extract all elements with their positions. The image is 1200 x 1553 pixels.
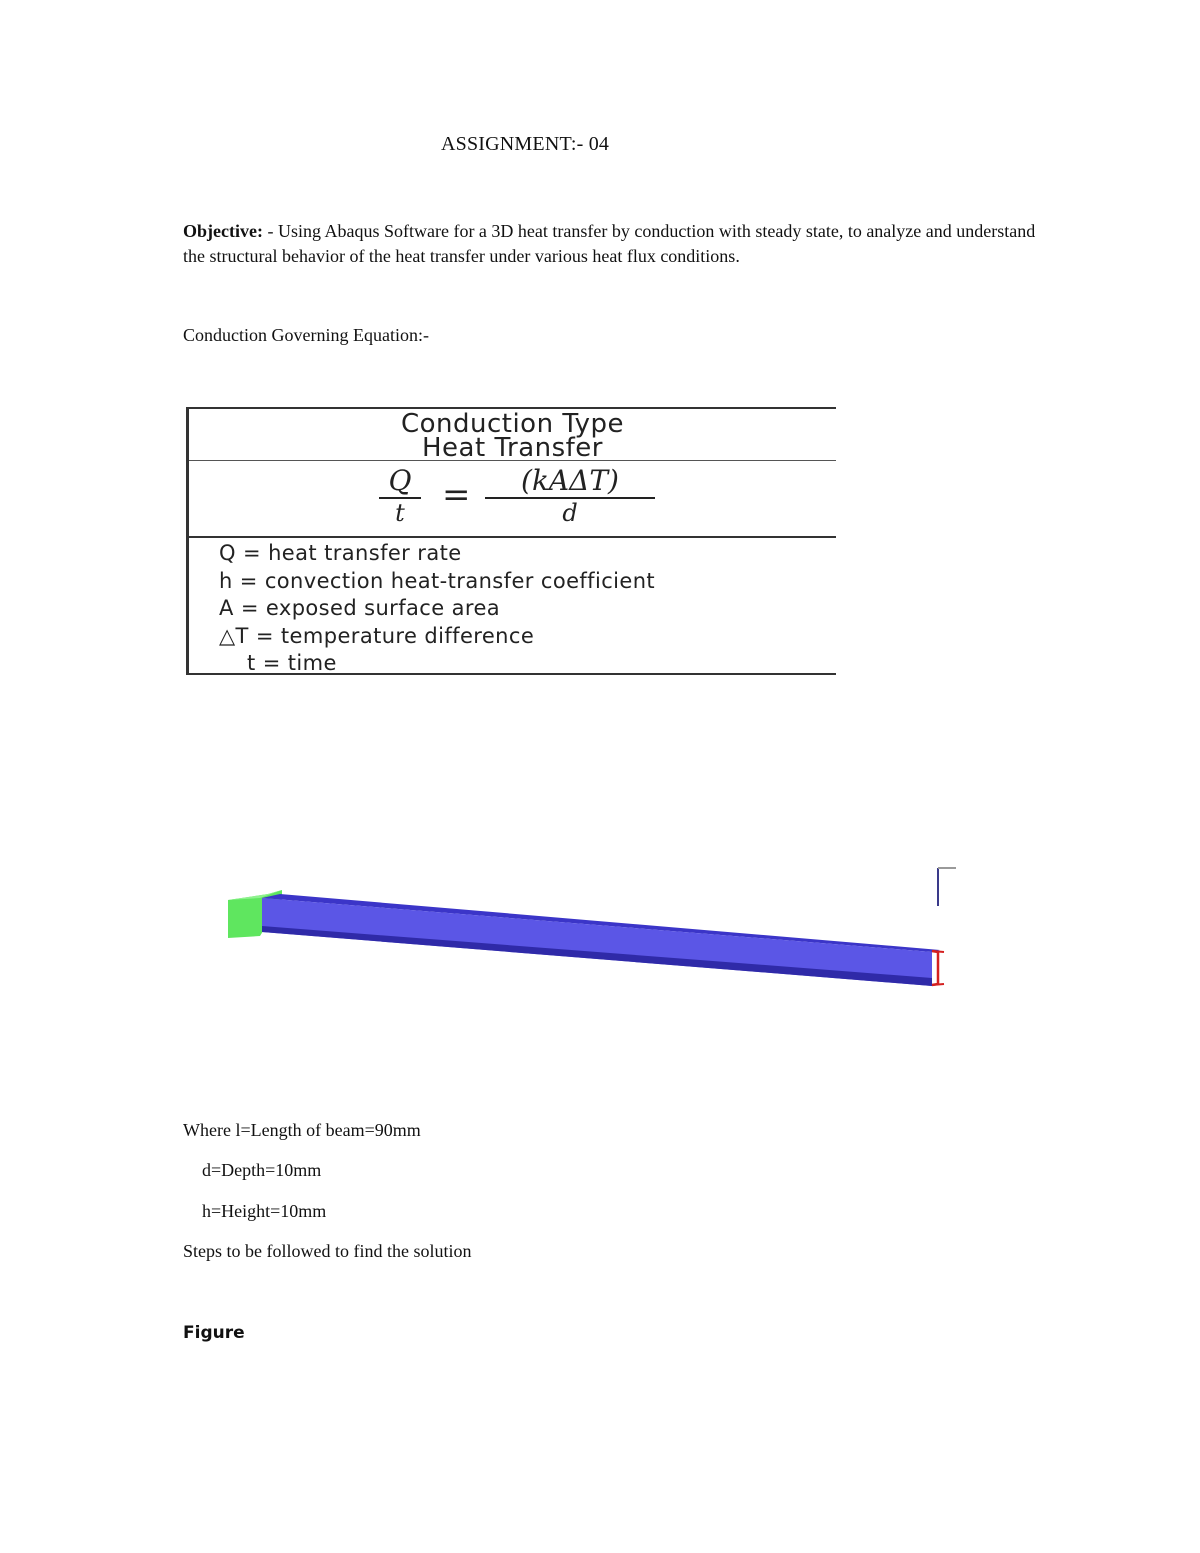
load-bracket (932, 951, 938, 985)
formula-rhs-numerator: (kAΔT) (521, 464, 619, 497)
objective-paragraph (183, 219, 1043, 269)
formula-legend (189, 538, 836, 678)
formula-heading-line1: Conduction Type (400, 409, 625, 439)
beam-model-figure (220, 860, 980, 1000)
legend-row-a: A = exposed surface area (219, 596, 501, 620)
dimension-height: h=Height=10mm (202, 1201, 327, 1221)
formula-rhs-fraction (485, 465, 655, 527)
formula-lhs-denominator: t (395, 499, 405, 527)
dimension-length: Where l=Length of beam=90mm (183, 1120, 421, 1140)
objective-label: Objective: (183, 221, 263, 241)
formula-equals: = (442, 475, 471, 515)
legend-row-dt: △T = temperature difference (219, 623, 535, 648)
formula-heading-line2: Heat Transfer (422, 433, 603, 463)
legend-row-q: Q = heat transfer rate (219, 541, 462, 565)
figure-label: Figure (183, 1323, 245, 1343)
conduction-formula (189, 461, 836, 538)
conduction-formula-box (186, 407, 836, 675)
objective-text: - Using Abaqus Software for a 3D heat transfer by conduction with steady state, to analyze and understand the structural behavior of the heat transfer under various heat flux conditions. (183, 221, 1036, 266)
heat-flux-load (932, 951, 944, 985)
formula-rhs-denominator: d (562, 499, 578, 527)
dimension-depth: d=Depth=10mm (202, 1160, 322, 1180)
formula-box-heading (189, 409, 836, 461)
steps-intro: Steps to be followed to find the solution (183, 1241, 472, 1261)
legend-row-h: h = convection heat-transfer coefficient (219, 568, 656, 593)
formula-lhs-numerator: Q (388, 464, 412, 497)
page-title: ASSIGNMENT:- 04 (441, 133, 610, 155)
legend-row-t: t = time (247, 651, 337, 675)
governing-equation-heading: Conduction Governing Equation:- (183, 325, 429, 345)
formula-lhs-fraction (379, 465, 421, 527)
beam (262, 894, 940, 986)
